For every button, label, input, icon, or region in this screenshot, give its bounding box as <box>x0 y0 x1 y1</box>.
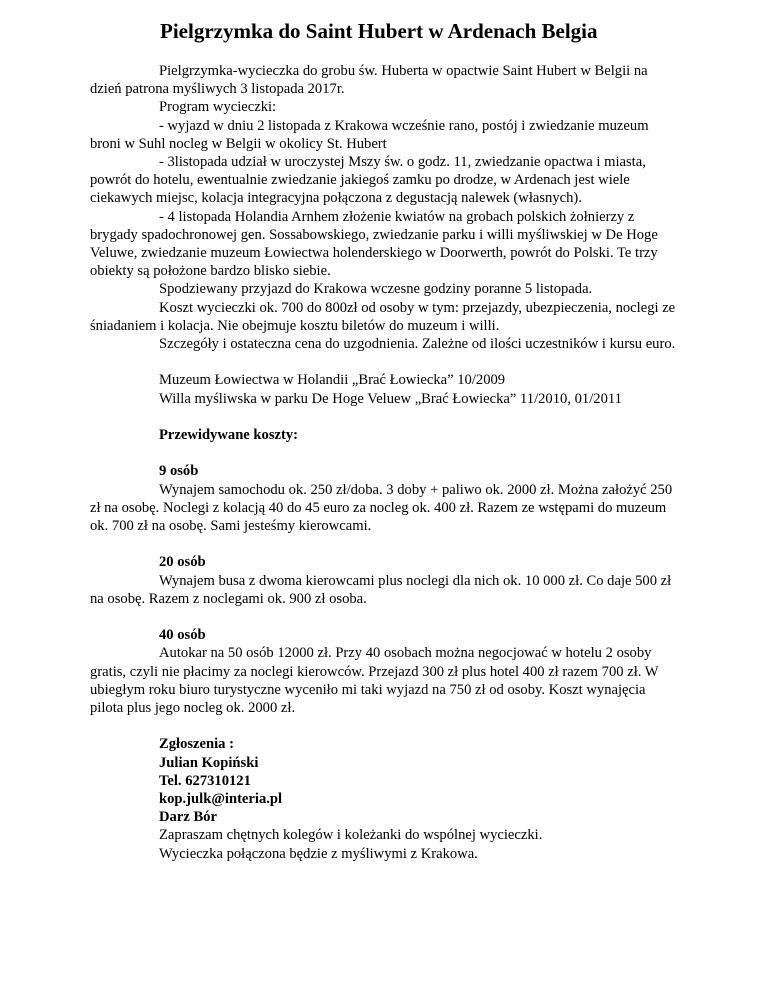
closing-line: Wycieczka połączona będzie z myśliwymi z Krakowa. <box>159 845 478 862</box>
intro-paragraph: Pielgrzymka-wycieczka do grobu św. Huberta w opactwie Saint Hubert w Belgii na dzień patrona myśliwych 3 listopada 2017r. <box>90 63 648 98</box>
cost-info: Koszt wycieczki ok. 700 do 800zł od osoby w tym: przejazdy, ubezpieczenia, noclegi ze śniadaniem i kolacja. Nie obejmuje kosztu biletów do muzeum i willi. <box>90 299 676 334</box>
references-block <box>90 371 680 407</box>
option-heading: 40 osób <box>159 627 206 644</box>
reference-item: Muzeum Łowiectwa w Holandii „Brać Łowiecka” 10/2009 <box>159 372 506 389</box>
reference-item: Willa myśliwska w parku De Hoge Veluew „Brać Łowiecka” 11/2010, 01/2011 <box>159 390 622 407</box>
closing-line: Zapraszam chętnych kolegów i koleżanki do wspólnej wycieczki. <box>159 827 543 844</box>
contact-phone: Tel. 627310121 <box>159 772 251 789</box>
option-text: Wynajem samochodu ok. 250 zł/doba. 3 doby + paliwo ok. 2000 zł. Można założyć 250 zł na osobę. Noclegi z kolacją 40 do 45 euro za nocleg ok. 400 zł. Razem ze wstępami do muzeum ok. 700 zł na osobę. Sami jesteśmy kierowcami. <box>90 481 673 535</box>
option-heading: 20 osób <box>159 554 206 571</box>
document-title: Pielgrzymka do Saint Hubert w Ardenach Belgia <box>160 19 598 43</box>
contact-greeting: Darz Bór <box>159 809 217 826</box>
details-info: Szczegóły i ostateczna cena do uzgodnienia. Zależne od ilości uczestników i kursu euro. <box>159 336 676 353</box>
contact-block <box>90 735 680 862</box>
option-heading: 9 osób <box>159 463 199 480</box>
contact-email: kop.julk@interia.pl <box>159 791 283 808</box>
costs-heading: Przewidywane koszty: <box>159 427 299 444</box>
arrival-info: Spodziewany przyjazd do Krakowa wczesne godziny poranne 5 listopada. <box>159 281 593 298</box>
program-day-1: - wyjazd w dniu 2 listopada z Krakowa wcześnie rano, postój i zwiedzanie muzeum broni w Suhl nocleg w Belgii w okolicy St. Hubert <box>90 117 649 152</box>
option-text: Wynajem busa z dwoma kierowcami plus noclegi dla nich ok. 10 000 zł. Co daje 500 zł na osobę. Razem z noclegami ok. 900 zł osoba. <box>90 572 672 607</box>
program-day-2: - 3listopada udział w uroczystej Mszy św. o godz. 11, zwiedzanie opactwa i miasta, powrót do hotelu, ewentualnie zwiedzanie jakiegoś zamku po drodze, w Ardenach jest wiele ciekawych miejsc, kolacja integracyjna połączona z degustacją nalewek (własnych). <box>90 154 646 207</box>
contact-label: Zgłoszenia : <box>159 736 234 753</box>
contact-name: Julian Kopiński <box>159 754 259 771</box>
program-day-3: - 4 listopada Holandia Arnhem złożenie kwiatów na grobach polskich żołnierzy z brygady spadochronowej gen. Sossabowskiego, zwiedzanie parku i willi myśliwskiej w De Hoge Veluwe, zwiedzanie muzeum Łowiectwa holenderskiego w Doorwerth, powrót do Polski. Te trzy obiekty są położone bardzo blisko siebie. <box>90 208 658 280</box>
option-text: Autokar na 50 osób 12000 zł. Przy 40 osobach można negocjować w hotelu 2 osoby gratis, czyli nie płacimy za noclegi kierowców. Przejazd 300 zł plus hotel 400 zł razem 700 zł. W ubiegłym roku biuro turystyczne wyceniło mi taki wyjazd na 750 zł od osoby. Koszt wynajęcia pilota plus jego nocleg ok. 2000 zł. <box>90 645 659 717</box>
document-body <box>90 62 680 863</box>
program-heading: Program wycieczki: <box>159 99 277 116</box>
